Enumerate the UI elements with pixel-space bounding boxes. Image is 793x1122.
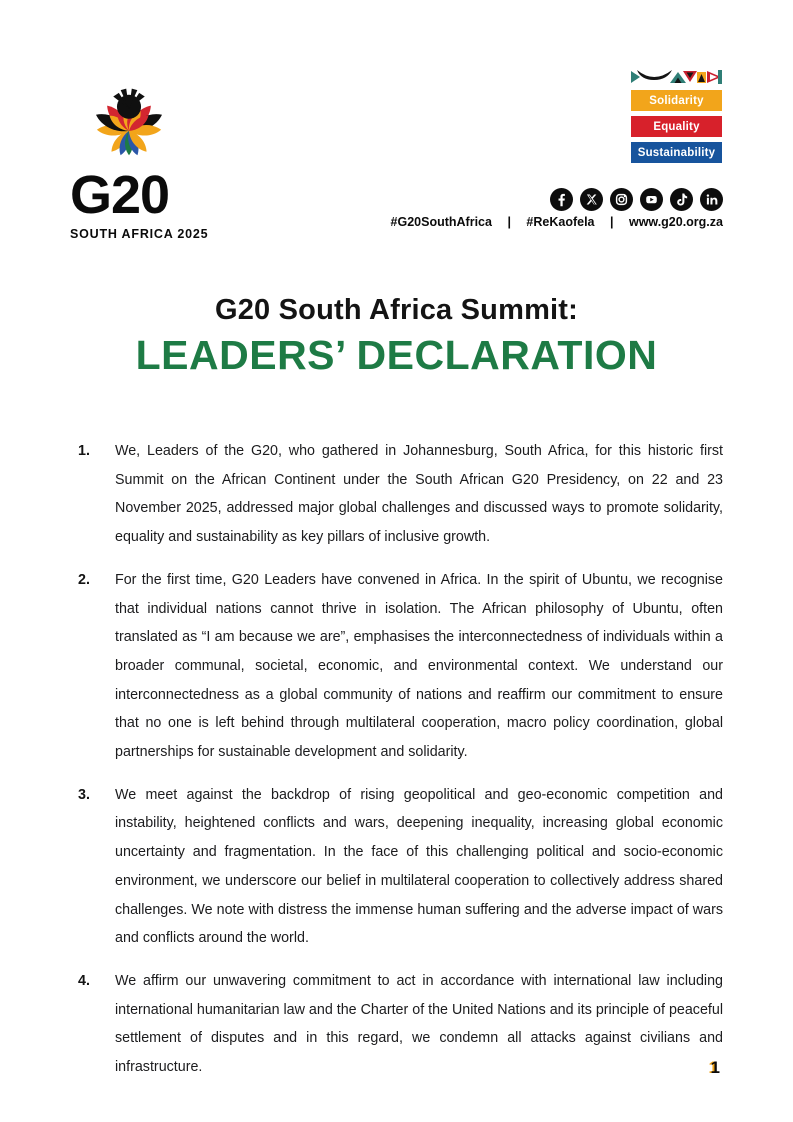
logo-subtitle: SOUTH AFRICA 2025 <box>70 227 209 241</box>
hashtag-secondary: #ReKaofela <box>526 215 595 229</box>
badge-solidarity: Solidarity <box>631 90 722 111</box>
paragraph-number: 4. <box>78 972 90 989</box>
instagram-icon[interactable] <box>610 188 633 211</box>
badge-equality: Equality <box>631 116 722 137</box>
title-line-2: LEADERS’ DECLARATION <box>135 332 658 378</box>
paragraph-text: For the first time, G20 Leaders have convened in Africa. In the spirit of Ubuntu, we recognise that individual nations cannot thrive in isolation. The African philosophy of Ubuntu, often translated as “I am because we are”, emphasises the interconnectedness of individuals within a broader communal, societal, economic, and environmental context. We understand our interconnectedness as a global community of nations and reaffirm our commitment to ensure that no one is left behind through multilateral cooperation, macro policy coordination, global partnerships for sustainable development and solidarity. <box>115 571 723 761</box>
theme-badges-column <box>631 69 722 163</box>
youtube-icon[interactable] <box>640 188 663 211</box>
declaration-body <box>78 437 723 1096</box>
website-url[interactable]: www.g20.org.za <box>628 215 723 229</box>
paragraph-number: 2. <box>78 571 90 588</box>
protea-flower-icon <box>72 66 186 166</box>
separator: | <box>610 215 614 229</box>
ndebele-pattern-icon <box>631 69 722 85</box>
social-icons-row <box>550 188 723 211</box>
g20-logo <box>70 66 210 241</box>
title-line-1: G20 South Africa Summit: <box>214 294 579 326</box>
separator: | <box>507 215 511 229</box>
page-number: 1 <box>710 1058 720 1077</box>
facebook-icon[interactable] <box>550 188 573 211</box>
linkedin-icon[interactable] <box>700 188 723 211</box>
paragraph-2 <box>78 566 723 767</box>
hashtag-primary: #G20SouthAfrica <box>390 215 492 229</box>
hashtag-bar <box>391 215 723 229</box>
paragraph-3 <box>78 781 723 953</box>
paragraph-text: We meet against the backdrop of rising geopolitical and geo-economic competition and instability, heightened conflicts and wars, deepening inequality, increasing global economic uncertainty and fragmentation. In the face of this challenging political and socio-economic environment, we underscore our belief in multilateral cooperation to collectively address shared challenges. We note with distress the immense human suffering and the adverse impact of wars and conflicts around the world. <box>115 786 723 947</box>
paragraph-number: 3. <box>78 786 90 803</box>
logo-wordmark: G20 <box>70 165 170 225</box>
document-title <box>0 294 793 379</box>
paragraph-text: We, Leaders of the G20, who gathered in Johannesburg, South Africa, for this historic first Summit on the African Continent under the South African G20 Presidency, on 22 and 23 November 2025, addressed major global challenges and discussed ways to promote solidarity, equality and sustainability as key pillars of inclusive growth. <box>115 443 723 546</box>
x-icon[interactable] <box>580 188 603 211</box>
badge-sustainability: Sustainability <box>631 142 722 163</box>
paragraph-1 <box>78 437 723 552</box>
paragraph-4 <box>78 967 723 1082</box>
paragraph-text: We affirm our unwavering commitment to act in accordance with international law including international humanitarian law and the Charter of the United Nations and its principle of peaceful settlement of disputes and in this regard, we condemn all attacks against civilians and infrastructure. <box>115 972 723 1076</box>
tiktok-icon[interactable] <box>670 188 693 211</box>
paragraph-number: 1. <box>78 443 90 459</box>
